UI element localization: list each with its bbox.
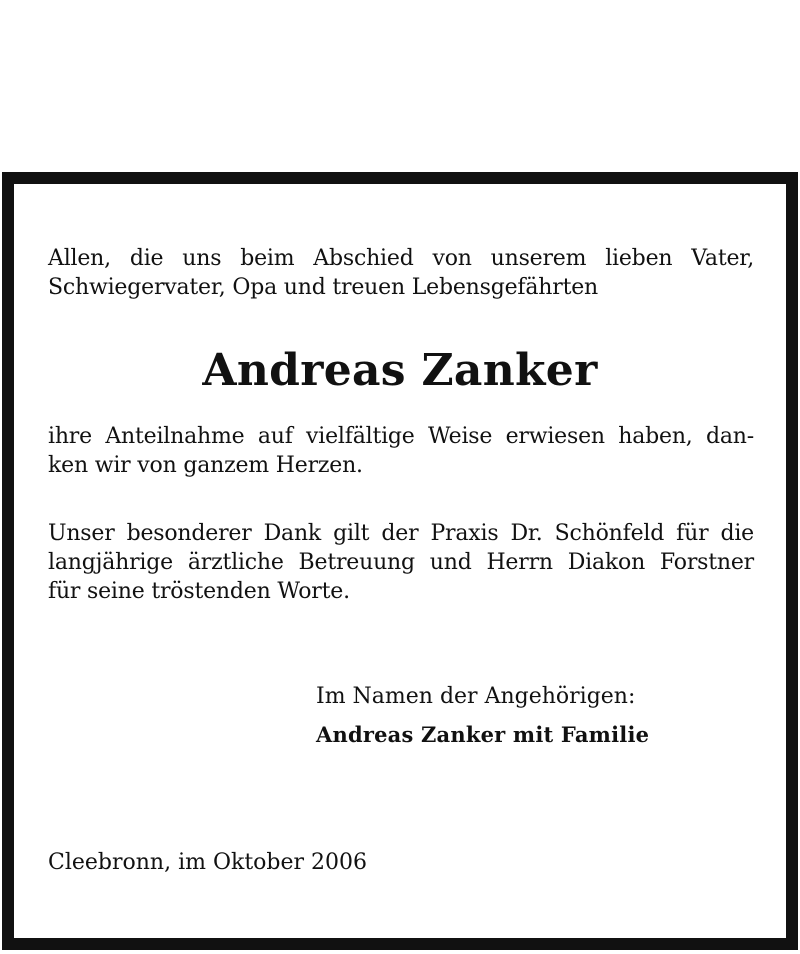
- special-thanks-paragraph: [48, 519, 754, 606]
- thanks-line-1: ihre Anteilnahme auf vielfältige Weise erwiesen haben, dan-: [48, 424, 754, 449]
- notice-frame: [2, 172, 798, 950]
- deceased-name-heading: Andreas Zanker: [202, 345, 598, 396]
- signatory-name: Andreas Zanker mit Familie: [316, 722, 650, 747]
- special-thanks-line-1: Unser besonderer Dank gilt der Praxis Dr. Schönfeld für die: [48, 521, 754, 546]
- special-thanks-line-2: langjährige ärztliche Betreuung und Herrn Diakon Forstner: [48, 550, 754, 575]
- intro-line-2: Schwiegervater, Opa und treuen Lebensgefährten: [48, 275, 598, 300]
- special-thanks-line-3: für seine tröstenden Worte.: [48, 579, 350, 604]
- thanks-line-2: ken wir von ganzem Herzen.: [48, 453, 363, 478]
- on-behalf-text: Im Namen der Angehörigen:: [316, 684, 636, 709]
- signoff-block: [316, 678, 649, 754]
- intro-paragraph: [48, 244, 754, 302]
- intro-line-1: Allen, die uns beim Abschied von unserem lieben Vater,: [48, 246, 754, 271]
- place-and-date: Cleebronn, im Oktober 2006: [48, 850, 368, 875]
- thanks-paragraph: [48, 422, 754, 480]
